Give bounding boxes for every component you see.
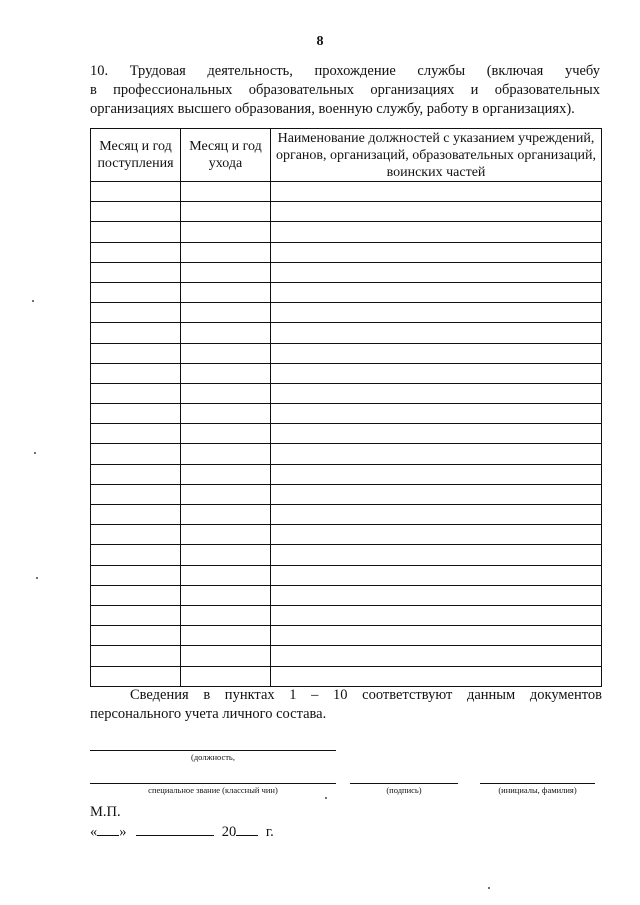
table-row <box>91 323 602 343</box>
position-signature-line[interactable] <box>90 750 336 751</box>
table-row <box>91 303 602 323</box>
start-date-cell[interactable] <box>91 323 181 343</box>
scan-speck <box>488 887 490 889</box>
position-cell[interactable] <box>271 605 602 625</box>
header-position: Наименование должностей с указанием учреждений, органов, организаций, образовательных организаций, воинских частей <box>271 129 602 182</box>
start-date-cell[interactable] <box>91 666 181 686</box>
position-cell[interactable] <box>271 182 602 202</box>
scan-speck <box>325 797 327 799</box>
section-heading-line-3: организациях высшего образования, военную службу, работу в организациях). <box>90 101 575 117</box>
employment-history-table <box>90 128 602 687</box>
start-date-cell[interactable] <box>91 444 181 464</box>
table-row <box>91 505 602 525</box>
start-date-cell[interactable] <box>91 383 181 403</box>
table-header-row <box>91 129 602 182</box>
table-row <box>91 646 602 666</box>
end-date-cell[interactable] <box>181 484 271 504</box>
position-cell[interactable] <box>271 343 602 363</box>
table-body <box>91 182 602 687</box>
end-date-cell[interactable] <box>181 303 271 323</box>
start-date-cell[interactable] <box>91 242 181 262</box>
position-cell[interactable] <box>271 565 602 585</box>
start-date-cell[interactable] <box>91 525 181 545</box>
table-row <box>91 343 602 363</box>
position-cell[interactable] <box>271 545 602 565</box>
section-heading-line-2: в профессиональных образовательных организациях и образовательных <box>90 82 600 98</box>
table-row <box>91 444 602 464</box>
table-row <box>91 424 602 444</box>
position-cell[interactable] <box>271 424 602 444</box>
name-caption: (инициалы, фамилия) <box>498 785 577 795</box>
start-date-cell[interactable] <box>91 585 181 605</box>
rank-caption: специальное звание (классный чин) <box>148 785 278 795</box>
table-row <box>91 383 602 403</box>
start-date-cell[interactable] <box>91 646 181 666</box>
end-date-cell[interactable] <box>181 545 271 565</box>
position-cell[interactable] <box>271 282 602 302</box>
end-date-cell[interactable] <box>181 282 271 302</box>
table-row <box>91 464 602 484</box>
end-date-cell[interactable] <box>181 202 271 222</box>
position-cell[interactable] <box>271 404 602 424</box>
signature-caption: (подпись) <box>386 785 422 795</box>
position-cell[interactable] <box>271 646 602 666</box>
confirmation-statement <box>90 686 602 724</box>
scan-speck <box>36 577 38 579</box>
position-cell[interactable] <box>271 484 602 504</box>
end-date-cell[interactable] <box>181 182 271 202</box>
position-cell[interactable] <box>271 383 602 403</box>
table-row <box>91 565 602 585</box>
position-cell[interactable] <box>271 525 602 545</box>
end-date-cell[interactable] <box>181 646 271 666</box>
year-prefix: 20 <box>221 824 237 840</box>
start-date-cell[interactable] <box>91 484 181 504</box>
table-row <box>91 585 602 605</box>
end-date-cell[interactable] <box>181 666 271 686</box>
table-row <box>91 626 602 646</box>
table-row <box>91 363 602 383</box>
position-cell[interactable] <box>271 242 602 262</box>
name-signature-line[interactable] <box>480 783 595 784</box>
signature-line[interactable] <box>350 783 458 784</box>
end-date-cell[interactable] <box>181 323 271 343</box>
end-date-cell[interactable] <box>181 242 271 262</box>
date-field <box>90 823 274 841</box>
date-close-quote: » <box>119 824 127 840</box>
confirmation-line-2: персонального учета личного состава. <box>90 706 327 722</box>
end-date-cell[interactable] <box>181 585 271 605</box>
table-row <box>91 666 602 686</box>
end-date-cell[interactable] <box>181 444 271 464</box>
table-row <box>91 182 602 202</box>
end-date-cell[interactable] <box>181 565 271 585</box>
page-number: 8 <box>316 34 324 49</box>
position-cell[interactable] <box>271 222 602 242</box>
start-date-cell[interactable] <box>91 545 181 565</box>
header-start-date: Месяц и год поступления <box>91 129 181 182</box>
table-row <box>91 525 602 545</box>
position-cell[interactable] <box>271 363 602 383</box>
start-date-cell[interactable] <box>91 182 181 202</box>
month-blank[interactable] <box>136 823 214 836</box>
start-date-cell[interactable] <box>91 343 181 363</box>
start-date-cell[interactable] <box>91 565 181 585</box>
position-cell[interactable] <box>271 666 602 686</box>
header-end-date: Месяц и год ухода <box>181 129 271 182</box>
start-date-cell[interactable] <box>91 605 181 625</box>
start-date-cell[interactable] <box>91 363 181 383</box>
end-date-cell[interactable] <box>181 262 271 282</box>
start-date-cell[interactable] <box>91 303 181 323</box>
date-open-quote: « <box>90 824 98 840</box>
end-date-cell[interactable] <box>181 343 271 363</box>
end-date-cell[interactable] <box>181 525 271 545</box>
end-date-cell[interactable] <box>181 505 271 525</box>
start-date-cell[interactable] <box>91 424 181 444</box>
start-date-cell[interactable] <box>91 404 181 424</box>
position-cell[interactable] <box>271 444 602 464</box>
start-date-cell[interactable] <box>91 282 181 302</box>
table-row <box>91 202 602 222</box>
table-row <box>91 404 602 424</box>
section-heading-line-1: 10. Трудовая деятельность, прохождение службы (включая учебу <box>90 63 600 79</box>
confirmation-line-1: Сведения в пунктах 1 – 10 соответствуют данным документов <box>130 687 602 703</box>
scan-speck <box>32 300 34 302</box>
position-cell[interactable] <box>271 626 602 646</box>
rank-signature-line[interactable] <box>90 783 336 784</box>
table-row <box>91 222 602 242</box>
position-cell[interactable] <box>271 464 602 484</box>
stamp-label: М.П. <box>90 804 121 820</box>
end-date-cell[interactable] <box>181 605 271 625</box>
day-blank[interactable] <box>97 823 119 836</box>
end-date-cell[interactable] <box>181 424 271 444</box>
start-date-cell[interactable] <box>91 464 181 484</box>
position-caption: (должность, <box>191 752 235 762</box>
start-date-cell[interactable] <box>91 626 181 646</box>
table-row <box>91 484 602 504</box>
start-date-cell[interactable] <box>91 202 181 222</box>
position-cell[interactable] <box>271 505 602 525</box>
start-date-cell[interactable] <box>91 505 181 525</box>
table-row <box>91 605 602 625</box>
year-suffix: г. <box>265 824 274 840</box>
end-date-cell[interactable] <box>181 626 271 646</box>
table-row <box>91 242 602 262</box>
end-date-cell[interactable] <box>181 363 271 383</box>
table-row <box>91 262 602 282</box>
start-date-cell[interactable] <box>91 262 181 282</box>
position-cell[interactable] <box>271 262 602 282</box>
start-date-cell[interactable] <box>91 222 181 242</box>
table-row <box>91 545 602 565</box>
end-date-cell[interactable] <box>181 404 271 424</box>
position-cell[interactable] <box>271 303 602 323</box>
table-row <box>91 282 602 302</box>
position-cell[interactable] <box>271 323 602 343</box>
position-cell[interactable] <box>271 585 602 605</box>
scan-speck <box>34 452 36 454</box>
year-blank[interactable] <box>236 823 258 836</box>
section-heading <box>90 62 600 119</box>
position-cell[interactable] <box>271 202 602 222</box>
end-date-cell[interactable] <box>181 383 271 403</box>
end-date-cell[interactable] <box>181 464 271 484</box>
end-date-cell[interactable] <box>181 222 271 242</box>
